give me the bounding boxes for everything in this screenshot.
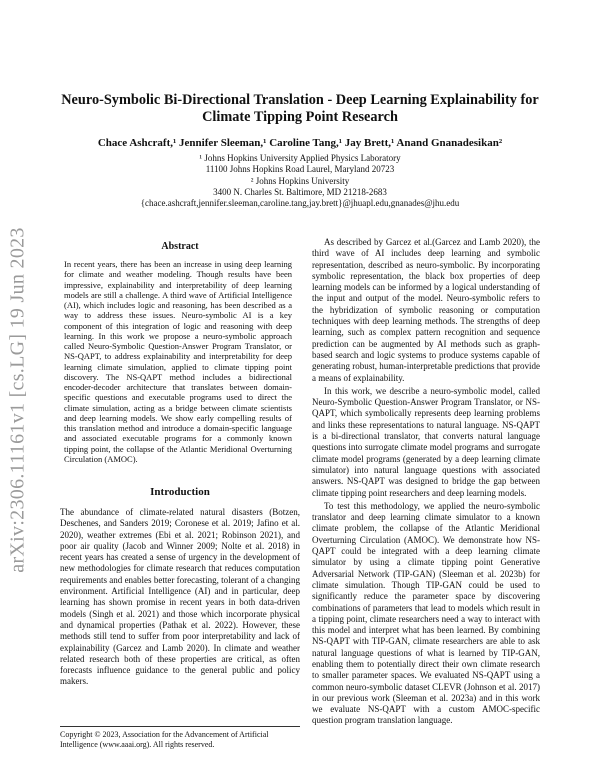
introduction-heading: Introduction: [150, 486, 210, 498]
abstract-heading: Abstract: [161, 241, 199, 252]
affiliation-line: 11100 Johns Hopkins Road Laurel, Maryland 20723: [205, 164, 395, 175]
affiliation-line: ² Johns Hopkins University: [250, 175, 350, 186]
introduction-paragraph: The abundance of climate-related natural disasters (Botzen, Deschenes, and Sanders 2019; Coronese et al. 2019; Jafino et al. 2020), weather extremes (Ebi et al. 2021; Robinson 2021), and poor air quality (Jacob and Winner 2009; Nolte et al. 2018) in recent years has created a sense of urgency in the development of new methodologies for climate research that reduces computation requirements and enables better forecasting, tolerant of a changing environment. Artificial Intelligence (AI) and in particular, deep learning has shown promise in recent years in both data-driven models (Singh et al. 2021) and those which incorporate physical and dynamical properties (Pathak et al. 2022). However, these methods still tend to suffer from poor interpretability and lack of explainability (Garcez and Lamb 2020). In climate and weather related research both of these properties are critical, as often forecasts influence guidance to the general public and policy makers.: [60, 507, 300, 687]
right-column: [312, 237, 540, 727]
arxiv-identifier-text: arXiv:2306.11161v1 [cs.LG] 19 Jun 2023: [6, 227, 29, 573]
paper-title: Neuro-Symbolic Bi-Directional Translation - Deep Learning Explainability for Climate Tipping Point Research: [61, 92, 539, 125]
copyright-notice: Copyright © 2023, Association for the Advancement of Artificial Intelligence (www.aaai.org). All rights reserved.: [60, 726, 300, 750]
arxiv-identifier: [8, 190, 28, 610]
author-emails: {chace.ashcraft,jennifer.sleeman,caroline.tang,jay.brett}@jhuapl.edu,gnanades@jhu.edu: [140, 198, 460, 209]
body-paragraph: As described by Garcez et al.(Garcez and Lamb 2020), the third wave of AI includes deep learning and symbolic representation, described as neuro-symbolic. By incorporating symbolic representation, the black box properties of deep learning models can be informed by a logical understanding of the input and output of the model. Neuro-symbolic refers to the hybridization of symbolic reasoning or computation techniques with deep learning methods. The strengths of deep learning, such as complex pattern recognition and sequence prediction can be augmented by AI methods such as graph-based search and logic systems to produce systems capable of generating robust, human-interpretable predictions that provide a means of explainability.: [312, 237, 540, 383]
affiliation-line: 3400 N. Charles St. Baltimore, MD 21218-2683: [213, 186, 387, 197]
body-paragraph: To test this methodology, we applied the neuro-symbolic translator and deep learning climate simulator to a known climate problem, the collapse of the Atlantic Meridional Overturning Circulation (AMOC). We demonstrate how NS-QAPT could be integrated with a deep learning climate simulator by using a climate tipping point Generative Adversarial Network (TIP-GAN) (Sleeman et al. 2023b) for climate simulation. Though TIP-GAN could be used to significantly reduce the parameter space by discovering combinations of parameters that lead to models which result in a tipping point, climate researchers need a way to interact with this model and interpret what has been learned. By combining NS-QAPT with TIP-GAN, climate researchers are able to ask natural language questions of what is learned by TIP-GAN, enabling them to potentially direct their own climate research to smaller parameter spaces. We evaluated NS-QAPT using a common neuro-symbolic dataset CLEVR (Johnson et al. 2017) in our previous work (Sleeman et al. 2023a) and in this work we evaluate NS-QAPT with a custom AMOC-specific question program translation language.: [312, 500, 540, 726]
affiliations: [60, 153, 540, 209]
left-column: [60, 237, 300, 688]
affiliation-line: ¹ Johns Hopkins University Applied Physics Laboratory: [199, 153, 401, 163]
body-paragraph: In this work, we describe a neuro-symbolic model, called Neuro-Symbolic Question-Answer Program Translator, or NS-QAPT, which symbolically represents deep learning problems and links these representations to natural language. NS-QAPT is a bi-directional translator, that converts natural language questions into surrogate climate model programs and surrogate climate model programs (generated by a deep learning climate simulator) into natural language questions with associated answers. NS-QAPT was designed to bridge the gap between climate tipping point researchers and deep learning models.: [312, 385, 540, 498]
author-list: Chace Ashcraft,¹ Jennifer Sleeman,¹ Caroline Tang,¹ Jay Brett,¹ Anand Gnanadesikan²: [97, 137, 503, 149]
abstract-text: In recent years, there has been an increase in using deep learning for climate and weather modeling. Though results have been impressive, explainability and interpretability of deep learning models are still a challenge. A third wave of Artificial Intelligence (AI), which includes logic and reasoning, has been described as a way to address these issues. Neuro-symbolic AI is a key component of this integration of logic and reasoning with deep learning. In this work we propose a neuro-symbolic approach called Neuro-Symbolic Question-Answer Program Translator, or NS-QAPT, to address explainability and interpretability for deep learning climate simulation, applied to climate tipping point discovery. The NS-QAPT method includes a bidirectional encoder-decoder architecture that translates between domain-specific questions and executable programs used to direct the climate simulation, acting as a bridge between climate scientists and deep learning models. We show early compelling results of this translation method and introduce a domain-specific language and associated executable programs for a commonly known tipping point, the collapse of the Atlantic Meridional Overturning Circulation (AMOC).: [64, 259, 292, 464]
